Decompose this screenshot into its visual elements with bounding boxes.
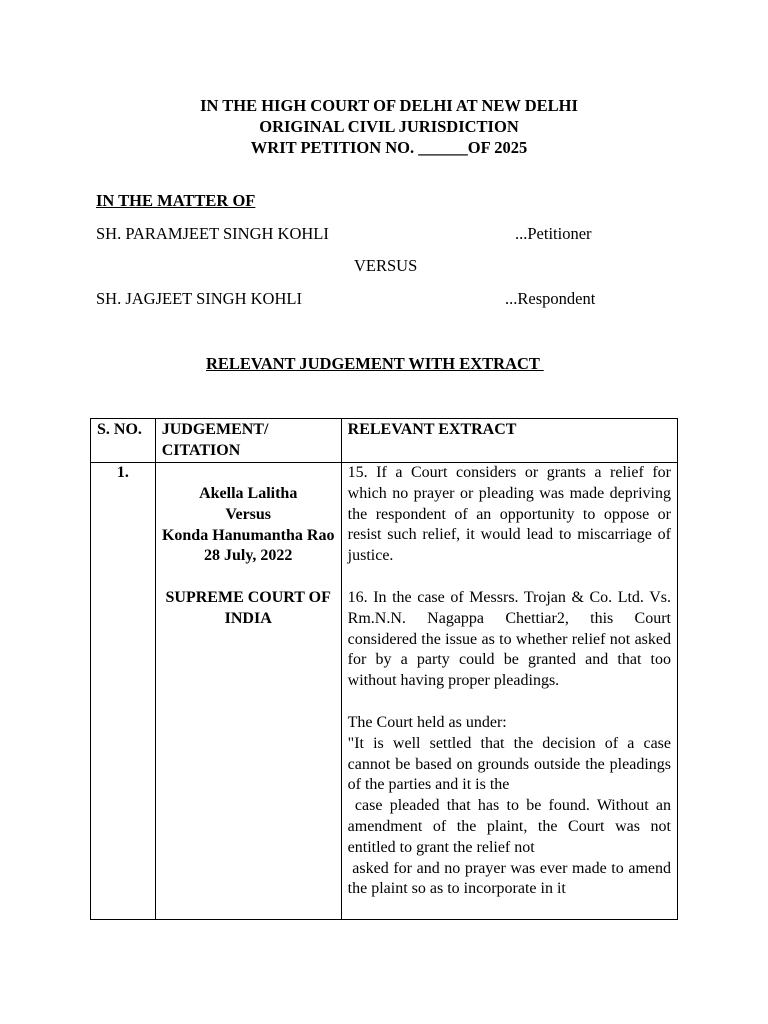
citation-party-1: Akella Lalitha	[199, 485, 298, 502]
document-heading	[0, 95, 768, 158]
matter-title: IN THE MATTER OF	[96, 191, 256, 210]
court-name: IN THE HIGH COURT OF DELHI AT NEW DELHI	[200, 96, 578, 115]
jurisdiction: ORIGINAL CIVIL JURISDICTION	[259, 117, 519, 136]
extract-paragraph-15: 15. If a Court considers or grants a relief for which no prayer or pleading was made depriving the respondent of an opportunity to oppose or resist such relief, it would lead to miscarriage of justice.	[347, 464, 671, 565]
respondent-role: ...Respondent	[505, 289, 596, 308]
extract-cell	[341, 463, 677, 920]
extract-quote-1: "It is well settled that the decision of a case cannot be based on grounds outside the pleadings of the parties and it is the	[347, 734, 671, 794]
extract-court-held: The Court held as under:	[347, 713, 507, 731]
header-sno: S. NO.	[91, 419, 156, 463]
petitioner-name: SH. PARAMJEET SINGH KOHLI	[96, 224, 329, 243]
petitioner-role: ...Petitioner	[515, 224, 592, 243]
table-row	[91, 463, 678, 920]
citation-date: 28 July, 2022	[203, 547, 293, 565]
extract-paragraph-16: 16. In the case of Messrs. Trojan & Co. Ltd. Vs. Rm.N.N. Nagappa Chettiar2, this Court considered the issue as to whether relief not asked for by a party could be granted and that too without having proper pleadings.	[347, 588, 671, 690]
extract-quote-2: case pleaded that has to be found. Without an amendment of the plaint, the Court was not entitled to grant the relief not	[347, 797, 675, 856]
citation-party-2: Konda Hanumantha Rao	[161, 526, 335, 544]
citation-cell	[155, 463, 341, 920]
versus-label: VERSUS	[354, 256, 418, 275]
header-extract: RELEVANT EXTRACT	[341, 419, 677, 463]
petition-number: WRIT PETITION NO. ______OF 2025	[250, 138, 528, 157]
serial-number: 1.	[91, 463, 156, 920]
citation-court: SUPREME COURT OF INDIA	[165, 589, 331, 627]
respondent-name: SH. JAGJEET SINGH KOHLI	[96, 289, 302, 308]
table-header-row	[91, 419, 678, 463]
judgement-table	[90, 418, 678, 920]
extract-quote-3: asked for and no prayer was ever made to amend the plaint so as to incorporate in it	[347, 859, 676, 898]
citation-versus: Versus	[225, 505, 272, 523]
section-title: RELEVANT JUDGEMENT WITH EXTRACT	[206, 354, 544, 373]
header-citation: JUDGEMENT/ CITATION	[155, 419, 341, 463]
